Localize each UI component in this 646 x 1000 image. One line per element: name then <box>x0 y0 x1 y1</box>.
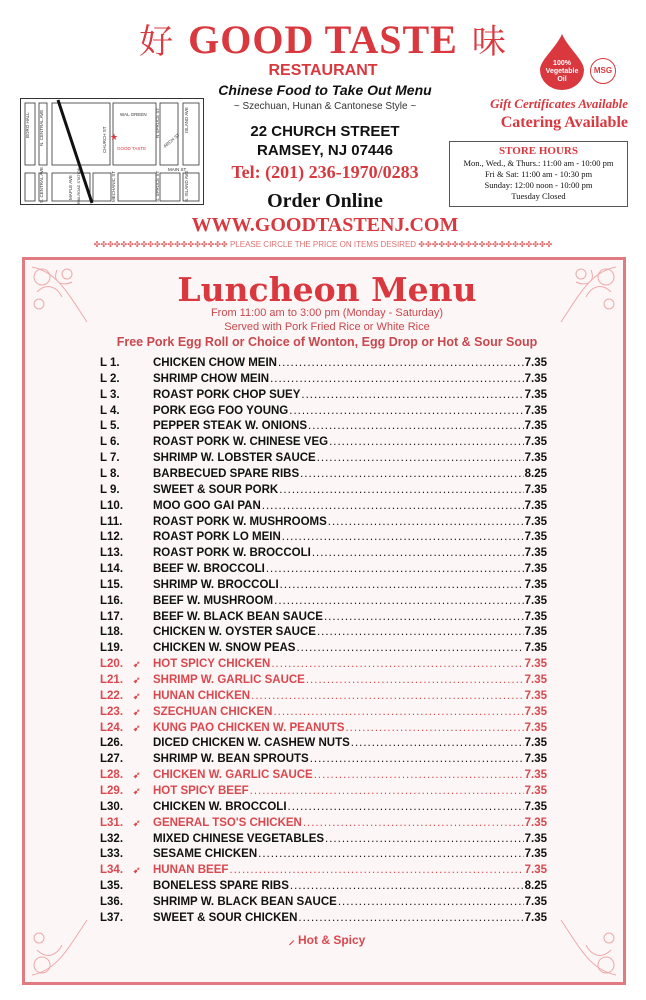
map-label: MAIN ST <box>168 167 187 172</box>
hot-pepper-icon: ➹ <box>133 817 141 828</box>
hours-line: Tuesday Closed <box>511 191 566 201</box>
hot-pepper-icon: ➹ <box>133 770 141 781</box>
item-name: MOO GOO GAI PAN <box>153 499 261 512</box>
item-code: L 2. <box>100 372 120 385</box>
item-name: CHICKEN CHOW MEIN <box>153 357 277 369</box>
menu-item-row[interactable] <box>100 579 547 595</box>
cuisine-style: ~ Szechuan, Hunan & Cantonese Style ~ <box>233 101 417 112</box>
item-code: L35. <box>100 880 124 893</box>
map-label: WAL GREEN <box>120 112 147 117</box>
menu-item-row[interactable] <box>100 769 547 785</box>
dot-leader <box>345 722 523 734</box>
oil-badge-text: 100% Vegetable Oil <box>545 60 579 83</box>
menu-item-row[interactable] <box>100 563 547 579</box>
store-hours-title: STORE HOURS <box>499 145 578 157</box>
item-code: L21. <box>100 674 124 686</box>
item-name: SHRIMP W. LOBSTER SAUCE <box>153 452 316 465</box>
hours-line: Sunday: 12:00 noon - 10:00 pm <box>484 180 593 190</box>
map-label: MAPLE AVE <box>68 175 73 200</box>
hot-pepper-icon: ➹ <box>133 785 141 796</box>
menu-title: Luncheon Menu <box>177 270 477 309</box>
menu-item-row[interactable] <box>100 722 547 738</box>
item-name: HOT SPICY CHICKEN <box>153 658 271 671</box>
dot-leader <box>258 848 523 860</box>
map-label: S. ISLAND AVE <box>184 170 189 202</box>
item-name: BONELESS SPARE RIBS <box>153 880 289 893</box>
dot-leader <box>289 405 523 417</box>
item-name: ROAST PORK LO MEIN <box>153 531 281 544</box>
menu-item-row[interactable] <box>100 912 547 928</box>
dot-leader <box>262 500 524 512</box>
dot-leader <box>270 373 524 385</box>
item-code: L 6. <box>100 436 120 449</box>
item-code: L36. <box>100 895 124 908</box>
map-label: ISLAND AVE <box>184 107 189 133</box>
item-name: SHRIMP W. BROCCOLI <box>153 578 279 591</box>
item-name: PORK EGG FOO YOUNG <box>153 404 289 417</box>
dot-leader <box>314 769 524 781</box>
map-label: CHURCH ST <box>102 126 107 153</box>
item-code: L31. <box>100 816 124 829</box>
item-code: L20. <box>100 658 124 671</box>
item-price: 7.35 <box>524 642 547 655</box>
item-code: L 1. <box>100 357 120 369</box>
item-price: 7.35 <box>524 420 547 433</box>
item-code: L 7. <box>100 452 120 465</box>
item-price: 7.35 <box>524 610 547 623</box>
address <box>200 122 450 160</box>
store-hours-box <box>449 141 628 207</box>
item-name: KUNG PAO CHICKEN W. PEANUTS <box>153 721 345 734</box>
item-code: L14. <box>100 563 124 576</box>
menu-item-row[interactable] <box>100 706 547 722</box>
website-link[interactable]: WWW.GOODTASTENJ.COM <box>191 214 459 236</box>
item-name: SZECHUAN CHICKEN <box>153 705 273 718</box>
dot-leader <box>250 785 524 797</box>
item-price: 7.35 <box>524 721 547 734</box>
item-price: 7.35 <box>524 705 547 718</box>
item-code: L 9. <box>100 483 120 496</box>
item-name: HOT SPICY BEEF <box>153 784 249 797</box>
menu-item-row[interactable] <box>100 674 547 690</box>
order-online: Order Online <box>267 190 383 212</box>
menu-item-row[interactable] <box>100 531 547 547</box>
item-price: 7.35 <box>524 436 547 449</box>
item-price: 7.35 <box>524 531 547 544</box>
item-name: CHICKEN W. BROCCOLI <box>153 800 287 813</box>
menu-item-row[interactable] <box>100 595 547 611</box>
tagline: Chinese Food to Take Out Menu <box>218 82 432 98</box>
dot-leader <box>300 468 524 480</box>
address-line2: RAMSEY, NJ 07446 <box>257 142 393 159</box>
item-code: L28. <box>100 769 124 782</box>
item-name: GENERAL TSO'S CHICKEN <box>153 816 302 829</box>
dot-leader <box>251 690 523 702</box>
dot-leader <box>303 817 524 829</box>
item-name: SHRIMP W. BEAN SPROUTS <box>153 753 309 766</box>
item-code: L10. <box>100 499 124 512</box>
item-code: L 8. <box>100 467 120 480</box>
hot-spicy-legend: ⸝ Hot & Spicy <box>288 933 366 947</box>
hot-pepper-icon: ➹ <box>133 722 141 733</box>
item-price: 7.35 <box>524 769 547 782</box>
item-name: CHICKEN W. GARLIC SAUCE <box>153 769 313 782</box>
telephone: Tel: (201) 236-1970/0283 <box>231 162 419 182</box>
restaurant-subtitle: RESTAURANT <box>268 62 378 79</box>
menu-item-row[interactable] <box>100 880 547 896</box>
star-icon: ★ <box>110 132 119 142</box>
item-price: 7.35 <box>524 483 547 496</box>
item-name: BEEF W. BLACK BEAN SAUCE <box>153 610 323 623</box>
map-label: RAILROAD STATION <box>77 167 81 204</box>
item-price: 7.35 <box>524 800 547 813</box>
item-name: BARBECUED SPARE RIBS <box>153 467 300 480</box>
item-price: 7.35 <box>524 753 547 766</box>
item-price: 7.35 <box>524 452 547 465</box>
item-price: 7.35 <box>524 404 547 417</box>
title-text: GOOD TASTE <box>188 17 458 62</box>
item-code: L26. <box>100 737 124 750</box>
item-name: SHRIMP W. GARLIC SAUCE <box>153 674 305 686</box>
dot-leader <box>282 531 524 543</box>
item-name: ROAST PORK W. CHINESE VEG <box>153 436 329 449</box>
map-label: N. CENTRAL AVE <box>39 109 44 146</box>
menu-hours: From 11:00 am to 3:00 pm (Monday - Saturday) <box>210 307 444 319</box>
dot-leader <box>296 642 523 654</box>
menu-item-row[interactable] <box>100 484 547 500</box>
hot-pepper-icon: ➹ <box>133 865 141 876</box>
item-name: PEPPER STEAK W. ONIONS <box>153 420 307 433</box>
item-price: 7.35 <box>524 578 547 591</box>
cjk-taste: 味 <box>471 22 507 62</box>
menu-item-row[interactable] <box>100 516 547 532</box>
item-price: 7.35 <box>524 848 547 861</box>
location-map <box>20 98 204 205</box>
dot-leader <box>325 833 524 845</box>
item-name: ROAST PORK W. BROCCOLI <box>153 547 311 560</box>
item-price: 7.35 <box>524 784 547 797</box>
menu-item-row[interactable] <box>100 452 547 468</box>
menu-item-row[interactable] <box>100 357 547 373</box>
item-code: L24. <box>100 721 124 734</box>
dot-leader <box>324 611 524 623</box>
catering: Catering Available <box>500 114 628 131</box>
item-name: BEEF W. BROCCOLI <box>153 563 265 576</box>
item-name: BEEF W. MUSHROOM <box>153 594 274 607</box>
menu-item-row[interactable] <box>100 436 547 452</box>
gift-certificates: Gift Certificates Available <box>490 96 628 111</box>
item-name: CHICKEN W. OYSTER SAUCE <box>153 626 316 639</box>
item-price: 7.35 <box>524 515 547 528</box>
item-code: L18. <box>100 626 124 639</box>
menu-free-offer: Free Pork Egg Roll or Choice of Wonton, Egg Drop or Hot & Sour Soup <box>116 335 538 349</box>
item-price: 7.35 <box>524 737 547 750</box>
item-price: 7.35 <box>524 864 547 877</box>
menu-item-row[interactable] <box>100 611 547 627</box>
item-price: 7.35 <box>524 563 547 576</box>
item-code: L37. <box>100 911 124 924</box>
item-price: 7.35 <box>524 816 547 829</box>
no-msg-badge: MSG <box>590 58 616 84</box>
map-label: N SPRUCE ST <box>155 107 160 138</box>
item-code: L15. <box>100 578 124 591</box>
item-code: L30. <box>100 800 124 813</box>
menu-item-row[interactable] <box>100 389 547 405</box>
hot-pepper-icon: ➹ <box>133 675 141 685</box>
item-name: DICED CHICKEN W. CASHEW NUTS <box>153 737 350 750</box>
item-name: SWEET & SOUR CHICKEN <box>153 911 298 924</box>
hot-pepper-icon: ➹ <box>133 706 141 717</box>
menu-served: Served with Pork Fried Rice or White Rice <box>224 321 430 333</box>
item-price: 7.35 <box>524 499 547 512</box>
dot-leader <box>288 801 524 813</box>
map-label: MECHANIC ST <box>111 170 116 202</box>
item-price: 7.35 <box>524 674 547 686</box>
menu-item-row[interactable] <box>100 864 547 880</box>
item-name: CHICKEN W. SNOW PEAS <box>153 642 296 655</box>
dot-leader <box>312 547 524 559</box>
item-code: L16. <box>100 594 124 607</box>
item-code: L19. <box>100 642 124 655</box>
hot-pepper-icon: ➹ <box>133 690 141 701</box>
item-price: 7.35 <box>524 594 547 607</box>
item-code: L 4. <box>100 404 120 417</box>
dot-leader <box>306 674 524 686</box>
item-name: MIXED CHINESE VEGETABLES <box>153 832 325 845</box>
item-price: 8.25 <box>524 880 547 893</box>
menu-item-row[interactable] <box>100 753 547 769</box>
item-code: L29. <box>100 784 124 797</box>
dot-leader <box>229 864 523 876</box>
item-price: 8.25 <box>524 467 547 480</box>
item-name: HUNAN CHICKEN <box>153 689 251 702</box>
menu-item-row[interactable] <box>100 626 547 642</box>
item-name: HUNAN BEEF <box>153 864 229 877</box>
dot-leader <box>351 737 524 749</box>
dot-leader <box>308 420 524 432</box>
item-price: 7.35 <box>524 372 547 385</box>
item-price: 7.35 <box>524 626 547 639</box>
item-code: L 5. <box>100 420 120 433</box>
menu-item-row[interactable] <box>100 833 547 849</box>
menu-item-row[interactable] <box>100 737 547 753</box>
menu-item-row[interactable] <box>100 373 547 389</box>
vegetable-oil-badge <box>538 34 586 90</box>
dot-leader <box>328 516 524 528</box>
menu-item-row[interactable] <box>100 500 547 516</box>
item-price: 7.35 <box>524 357 547 369</box>
dot-leader <box>273 706 523 718</box>
dot-leader <box>298 912 523 924</box>
map-label: S. CENTRAL AVE <box>39 166 44 203</box>
menu-item-row[interactable] <box>100 817 547 833</box>
item-code: L33. <box>100 848 124 861</box>
menu-item-row[interactable] <box>100 848 547 864</box>
dot-leader <box>271 658 523 670</box>
dot-leader <box>310 753 524 765</box>
menu-item-row[interactable] <box>100 896 547 912</box>
dot-leader <box>290 880 524 892</box>
item-price: 7.35 <box>524 895 547 908</box>
map-label: ARCH ST <box>162 132 181 149</box>
item-price: 7.35 <box>524 911 547 924</box>
item-price: 7.35 <box>524 547 547 560</box>
hours-line: Mon., Wed., & Thurs.: 11:00 am - 10:00 pm <box>463 158 614 168</box>
menu-item-row[interactable] <box>100 468 547 484</box>
menu-item-row[interactable] <box>100 642 547 658</box>
circle-price-note: ✤✤✤✤✤✤✤✤✤✤✤✤✤✤✤✤✤✤✤✤ PLEASE CIRCLE THE PRICE ON ITEMS DESIRED ✤✤✤✤✤✤✤✤✤✤✤✤✤✤✤✤✤✤✤✤ <box>93 240 553 249</box>
item-code: L17. <box>100 610 124 623</box>
dot-leader <box>317 452 524 464</box>
map-label: BORO HALL <box>25 112 30 138</box>
hot-pepper-icon: ➹ <box>133 659 141 670</box>
dot-leader <box>266 563 524 575</box>
item-price: 7.35 <box>524 388 547 401</box>
dot-leader <box>338 896 524 908</box>
dot-leader <box>274 595 523 607</box>
dot-leader <box>278 357 524 369</box>
menu-item-row[interactable] <box>100 801 547 817</box>
item-code: L22. <box>100 689 124 702</box>
item-code: L27. <box>100 753 124 766</box>
menu-item-row[interactable] <box>100 547 547 563</box>
map-label: S. SPRUCE ST <box>155 170 160 202</box>
menu-item-row[interactable] <box>100 658 547 674</box>
dot-leader <box>301 389 523 401</box>
item-price: 7.35 <box>524 689 547 702</box>
dot-leader <box>317 626 524 638</box>
dot-leader <box>279 484 523 496</box>
item-code: L23. <box>100 705 124 718</box>
item-price: 7.35 <box>524 658 547 671</box>
item-name: SWEET & SOUR PORK <box>153 483 279 496</box>
item-name: SHRIMP W. BLACK BEAN SAUCE <box>153 895 337 908</box>
cjk-good: 好 <box>139 22 175 62</box>
item-code: L34. <box>100 864 124 877</box>
item-code: L12. <box>100 531 124 544</box>
item-code: L32. <box>100 832 124 845</box>
item-code: L13. <box>100 547 124 560</box>
menu-item-row[interactable] <box>100 420 547 436</box>
item-code: L11. <box>100 515 123 528</box>
item-price: 7.35 <box>524 832 547 845</box>
dot-leader <box>280 579 524 591</box>
address-line1: 22 CHURCH STREET <box>250 123 400 140</box>
luncheon-menu-panel <box>22 257 626 985</box>
item-name: SHRIMP CHOW MEIN <box>153 372 270 385</box>
item-name: ROAST PORK CHOP SUEY <box>153 388 301 401</box>
map-label-good-taste: GOOD TASTE <box>117 146 147 151</box>
item-code: L 3. <box>100 388 120 401</box>
menu-item-row[interactable] <box>100 405 547 421</box>
menu-item-row[interactable] <box>100 785 547 801</box>
item-name: ROAST PORK W. MUSHROOMS <box>153 515 327 528</box>
menu-item-row[interactable] <box>100 690 547 706</box>
item-name: SESAME CHICKEN <box>153 848 258 861</box>
hours-line: Fri & Sat: 11:00 am - 10:30 pm <box>484 169 593 179</box>
dot-leader <box>329 436 524 448</box>
